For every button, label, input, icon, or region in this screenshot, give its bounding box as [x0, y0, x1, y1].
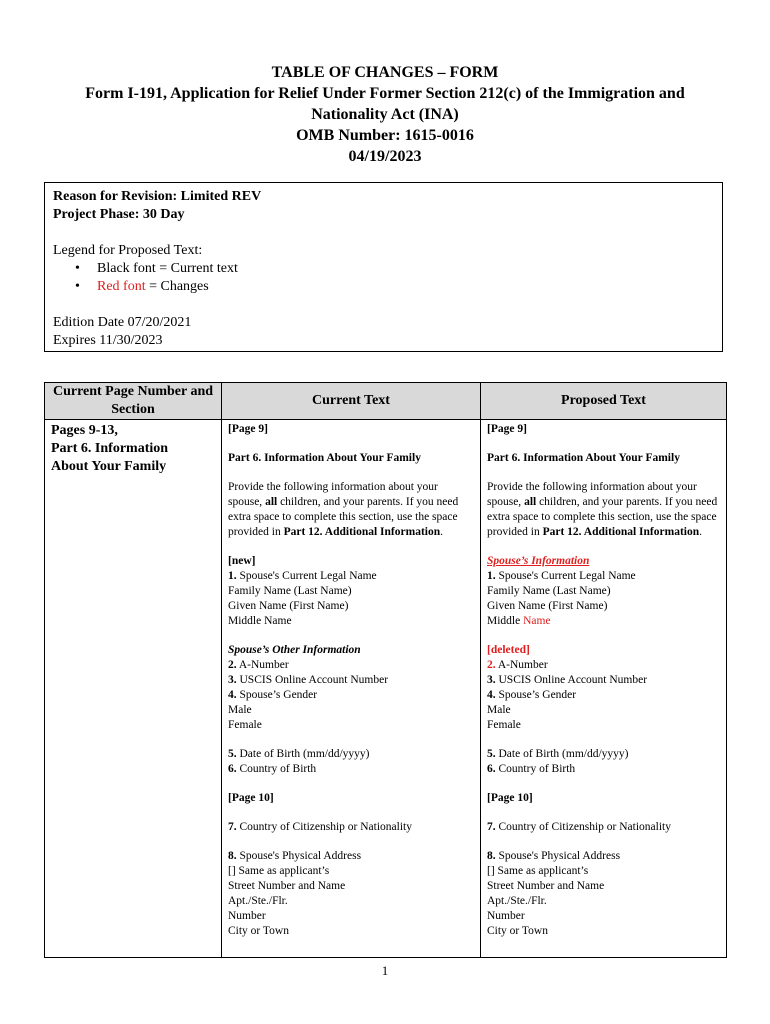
proposed-other-info-block: [deleted] 2. A-Number 3. USCIS Online Account Number 4. Spouse’s Gender Male Female — [487, 643, 720, 733]
revision-info-box — [44, 182, 723, 352]
legend-black-text: Black font = Current text — [97, 261, 238, 276]
proposed-intro: Provide the following information about your spouse, all children, and your parents. If you need extra space to complete this section, use the space provided in Part 12. Additional Information. — [487, 481, 718, 538]
proposed-birth-block: 5. Date of Birth (mm/dd/yyyy) 6. Country of Birth — [487, 748, 629, 775]
header-form-name-cont: Nationality Act (INA) — [311, 106, 459, 123]
proposed-legal-name-block: Spouse’s Information 1. Spouse's Current Legal Name Family Name (Last Name) Given Name (First Name) Middle Name — [487, 554, 720, 629]
proposed-page-9: [Page 9] — [487, 423, 527, 435]
header-date: 04/19/2023 — [348, 148, 422, 165]
proposed-text-cell — [481, 420, 727, 958]
current-other-info-block: Spouse’s Other Information 2. A-Number 3. USCIS Online Account Number 4. Spouse’s Gender Male Female — [228, 643, 474, 733]
current-intro: Provide the following information about your spouse, all children, and your parents. If you need extra space to complete this section, use the space provided in Part 12. Additional Information. — [228, 481, 459, 538]
legend-title: Legend for Proposed Text: — [53, 243, 203, 258]
current-new-tag: [new] — [228, 555, 256, 567]
proposed-address-block: 8. Spouse's Physical Address [] Same as applicant’s Street Number and Name Apt./Ste./Flr. Number City or Town — [487, 850, 621, 937]
current-citizenship: 7. Country of Citizenship or Nationality — [228, 821, 412, 833]
table-header-row — [45, 383, 727, 420]
reason-for-revision: Reason for Revision: Limited REV — [53, 189, 262, 204]
document-header — [40, 62, 730, 167]
expiration-date: Expires 11/30/2023 — [53, 333, 163, 348]
current-text-cell — [222, 420, 481, 958]
legend-red-word: Red font — [97, 279, 146, 294]
header-current-text: Current Text — [222, 383, 481, 420]
current-birth-block: 5. Date of Birth (mm/dd/yyyy) 6. Country of Birth — [228, 748, 370, 775]
header-omb-number: OMB Number: 1615-0016 — [296, 127, 474, 144]
legend-item-black — [97, 260, 714, 278]
proposed-deleted-tag: [deleted] — [487, 644, 530, 656]
current-other-info-heading: Spouse’s Other Information — [228, 644, 361, 656]
proposed-part6-heading: Part 6. Information About Your Family — [487, 452, 680, 464]
current-address-block: 8. Spouse's Physical Address [] Same as applicant’s Street Number and Name Apt./Ste./Flr. Number City or Town — [228, 850, 362, 937]
changes-table — [44, 382, 727, 958]
project-phase: Project Phase: 30 Day — [53, 207, 185, 222]
proposed-spouse-info-heading: Spouse’s Information — [487, 555, 590, 567]
current-legal-name-block: [new] 1. Spouse's Current Legal Name Family Name (Last Name) Given Name (First Name) Middle Name — [228, 554, 474, 629]
legend-red-rest: = Changes — [145, 279, 209, 294]
section-part: Part 6. Information — [51, 441, 169, 456]
section-title: About Your Family — [51, 459, 167, 474]
table-row — [45, 420, 727, 958]
proposed-page-10: [Page 10] — [487, 792, 533, 804]
header-title: TABLE OF CHANGES – FORM — [271, 64, 499, 81]
legend-list — [53, 260, 714, 296]
legend-item-red — [97, 278, 714, 296]
edition-date: Edition Date 07/20/2021 — [53, 315, 192, 330]
page-number: 1 — [381, 963, 389, 978]
current-page-9: [Page 9] — [228, 423, 268, 435]
header-proposed-text: Proposed Text — [481, 383, 727, 420]
section-cell — [45, 420, 222, 958]
proposed-citizenship: 7. Country of Citizenship or Nationality — [487, 821, 671, 833]
current-part6-heading: Part 6. Information About Your Family — [228, 452, 421, 464]
section-pages: Pages 9-13, — [51, 423, 118, 438]
header-form-name: Form I-191, Application for Relief Under Former Section 212(c) of the Immigration and — [85, 85, 685, 102]
header-current-page-section: Current Page Number and Section — [45, 383, 222, 420]
current-page-10: [Page 10] — [228, 792, 274, 804]
